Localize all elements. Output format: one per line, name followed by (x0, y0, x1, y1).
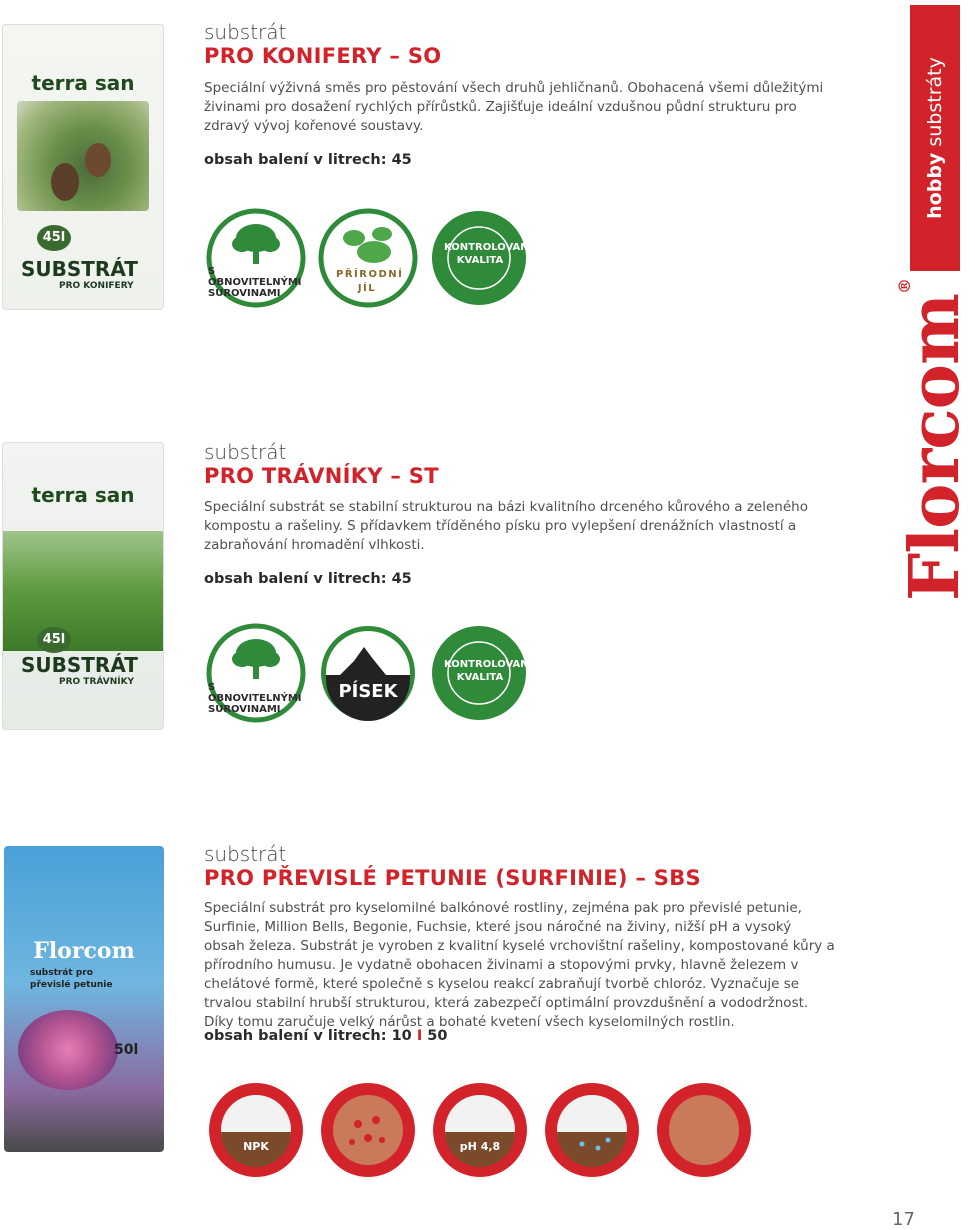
product-title: PRO TRÁVNÍKY – ST (204, 464, 439, 488)
brand-logo: Florcom® (895, 278, 975, 602)
volume-value: 10 (391, 1028, 412, 1044)
volume-value: 45 (391, 152, 412, 168)
volume-value: 45 (391, 571, 412, 587)
product-description: Speciální substrát pro kyselomilné balkónové rostliny, zejména pak pro převislé petunie, Surfinie, Million Bells, Begonie, Fuchsie, které jsou náročné na živiny, nižší pH a vysoký obsah železa. Substrát je vyroben z kvalitní kyselé vrchovištní rašeliny, kompostované kůry a přírodního humusu. Je vydatně obohacen živinami a stopovými prvky, hlavně železem v chelátové formě, které společně s kyselou reakcí zabraňují tvorbě chloróz. Vyznačuje se trvalou stabilní hrubší strukturou, která zabezpečí optimální provzdušnění a vododržnost. Díky tomu zaručuje velký nárůst a bohaté kvetení všech kyselomilných rostlin. (204, 900, 835, 1030)
tree-icon-label: S OBNOVITELNÝMI SUROVINAMI (208, 266, 302, 299)
product-bag-petunie (4, 846, 164, 1152)
npk-label: NPK (243, 1140, 269, 1153)
bag-brand: Florcom (33, 938, 135, 964)
sand-icon (318, 623, 418, 723)
volume-line: obsah balení v litrech: 45 (204, 571, 412, 587)
product-bag-konifery (2, 24, 164, 310)
volume-line: obsah balení v litrech: 45 (204, 152, 412, 168)
product-title: PRO KONIFERY – SO (204, 44, 442, 68)
page-number: 17 (892, 1209, 915, 1230)
bag-brand: terra san (31, 71, 135, 95)
volume-label: obsah balení v litrech (204, 152, 381, 168)
volume-line: obsah balení v litrech: 10 I 50 (204, 1028, 448, 1044)
bag-volume: 45l (37, 627, 71, 653)
npk-icon (206, 1080, 306, 1180)
ph-icon (430, 1080, 530, 1180)
product-prefix: substrát (204, 20, 287, 44)
product-prefix: substrát (204, 842, 287, 866)
tree-icon-label: S OBNOVITELNÝMI SUROVINAMI (208, 682, 302, 715)
sand-icon-label: PÍSEK (338, 681, 398, 702)
clay-icon-label: PŘÍRODNÍ JÍL (336, 269, 404, 294)
microbes-icon (542, 1080, 642, 1180)
volume-value: 50 (427, 1028, 448, 1044)
bag-line1: substrát pro (30, 968, 93, 978)
product-title: PRO PŘEVISLÉ PETUNIE (SURFINIE) – SBS (204, 866, 701, 890)
product-description: Speciální substrát se stabilní strukturou na bázi kvalitního drceného kůrového a zeleného kompostu a rašeliny. S přídavkem tříděného písku pro vylepšení drenážních vlastností a zabraňování hromadění vlhkosti. (204, 499, 808, 553)
structure-icon (654, 1080, 754, 1180)
product-description: Speciální výživná směs pro pěstování všech druhů jehličnanů. Obohacená všemi důležitými živinami pro dosažení rychlých přírůstků. Zajišťuje ideální vzdušnou půdní strukturu pro zdravý vývoj kořenové soustavy. (204, 80, 824, 134)
volume-separator: I (416, 1028, 423, 1044)
bag-volume: 50l (114, 1042, 139, 1058)
category-band (910, 5, 960, 271)
quality-seal-label: KONTROLOVANÁ KVALITA (444, 659, 537, 683)
category-label: hobby substráty (924, 57, 946, 219)
sorption-icon (318, 1080, 418, 1180)
quality-seal-label: KONTROLOVANÁ KVALITA (444, 242, 537, 266)
bag-product: SUBSTRÁT (21, 653, 138, 677)
ph-label: pH 4,8 (459, 1140, 501, 1153)
bag-subtitle: PRO TRÁVNÍKY (59, 677, 135, 687)
product-bag-travniky (2, 442, 164, 730)
bag-subtitle: PRO KONIFERY (59, 281, 134, 291)
bag-brand: terra san (31, 483, 135, 507)
product-prefix: substrát (204, 440, 287, 464)
volume-label: obsah balení v litrech (204, 1028, 381, 1044)
bag-line2: převislé petunie (30, 980, 113, 990)
bag-volume: 45l (37, 225, 71, 251)
volume-label: obsah balení v litrech (204, 571, 381, 587)
bag-product: SUBSTRÁT (21, 257, 138, 281)
